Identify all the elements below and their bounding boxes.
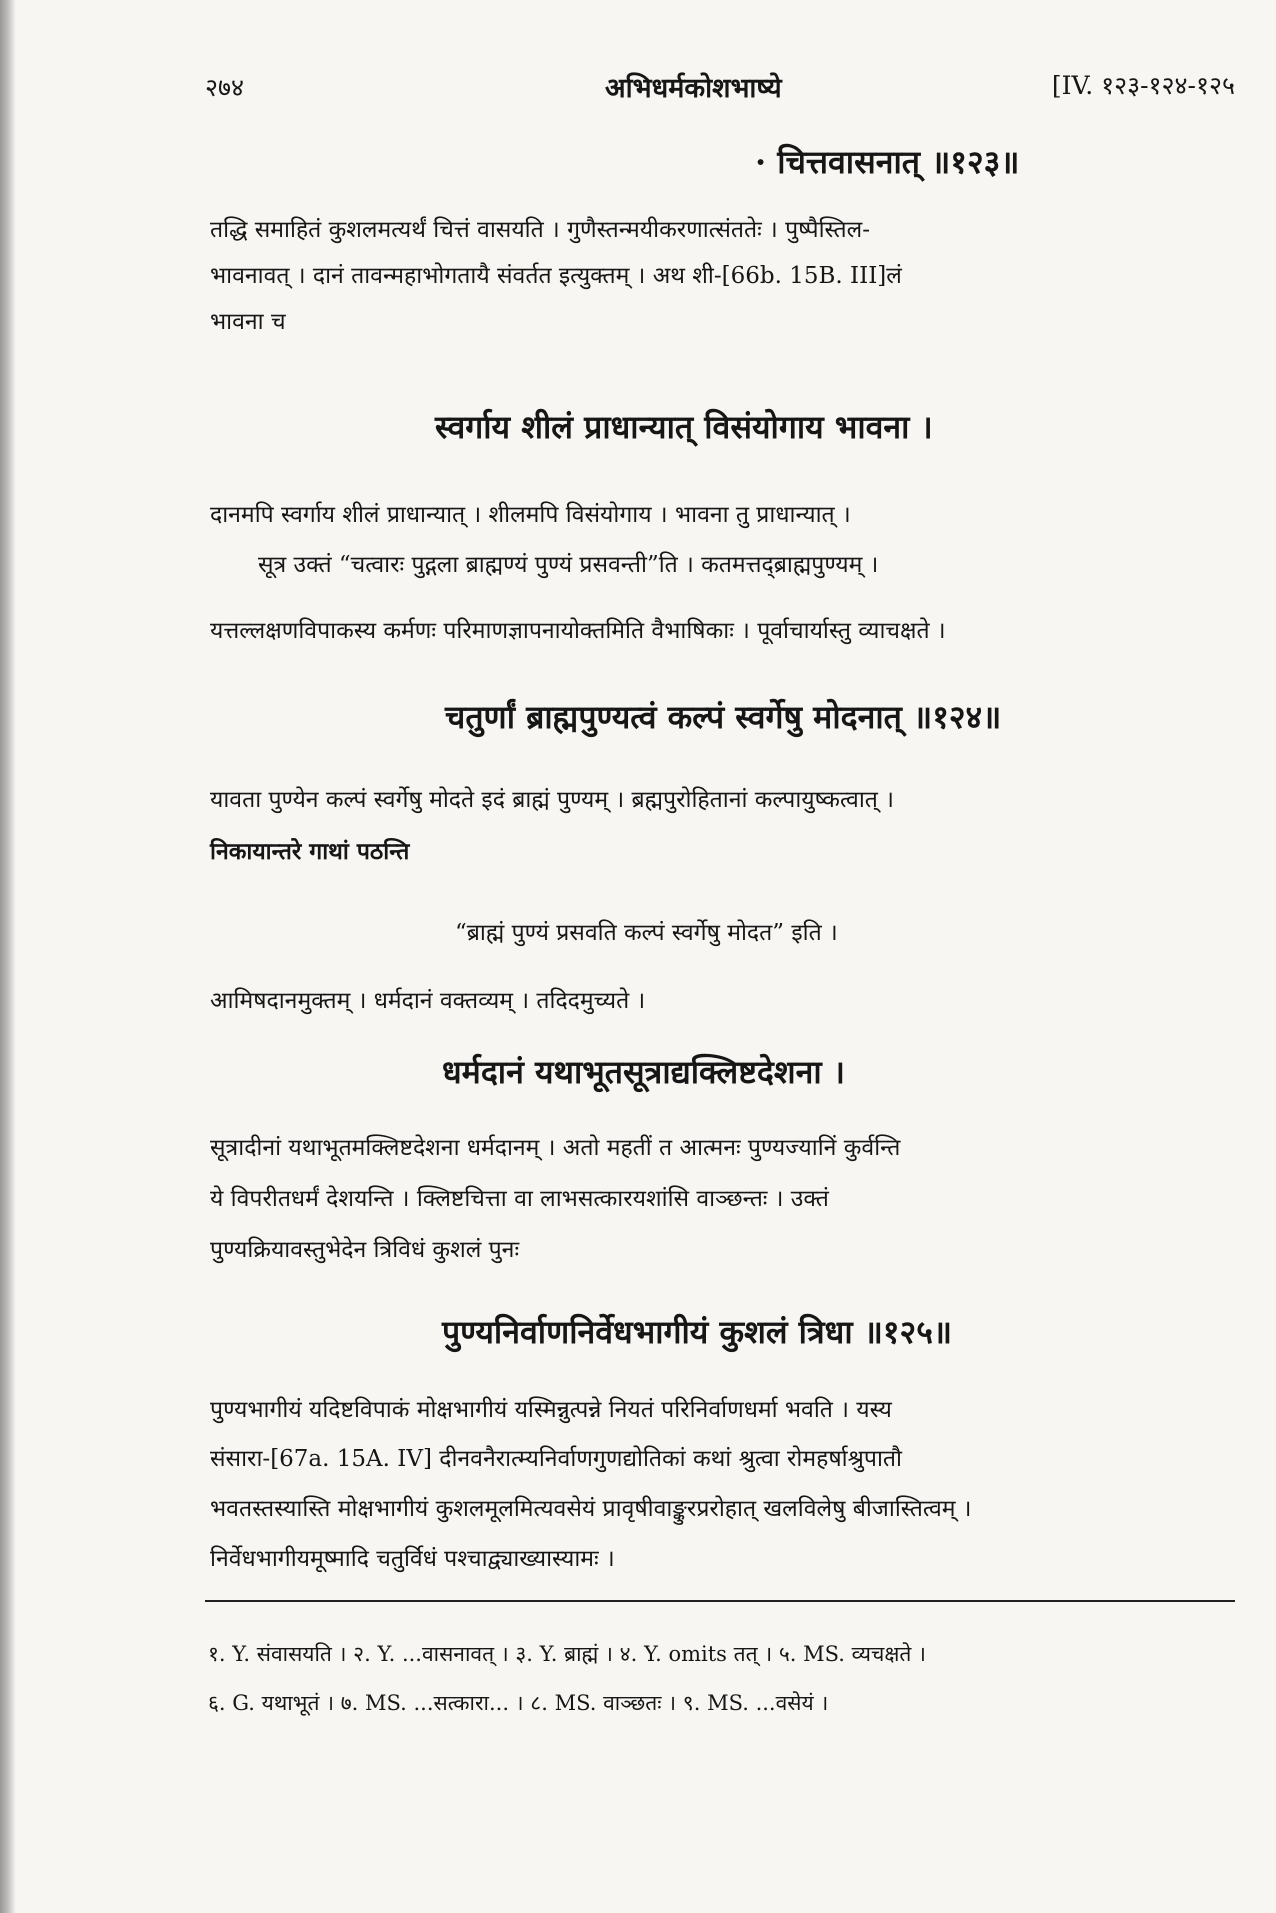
commentary-line: भावना च <box>210 309 286 335</box>
commentary-line: भावनावत् । दानं तावन्महाभोगतायै संवर्तत इत्युक्तम् । अथ शी-[66b. 15B. III]लं <box>210 263 902 289</box>
footnote-line: ६. G. यथाभूतं । ७. MS. ...सत्कारा... । ८. MS. वाञ्छतः । ९. MS. ...वसेयं । <box>208 1691 829 1715</box>
verse-125: पुण्यनिर्वाणनिर्वेधभागीयं कुशलं त्रिधा ॥१२५॥ <box>442 1313 952 1351</box>
commentary-line: सूत्र उक्तं “चत्वारः पुद्गला ब्राह्मण्यं पुण्यं प्रसवन्ती”ति । कतमत्तद्ब्राह्मपुण्यम् । <box>258 552 879 578</box>
commentary-line: तद्धि समाहितं कुशलमत्यर्थं चित्तं वासयति । गुणैस्तन्मयीकरणात्संततेः । पुष्पैस्तिल- <box>210 217 870 243</box>
commentary-line: पुण्यभागीयं यदिष्टविपाकं मोक्षभागीयं यस्मिन्नुत्पन्ने नियतं परिनिर्वाणधर्मा भवति । यस्य <box>210 1397 892 1423</box>
footnote-divider <box>205 1600 1235 1602</box>
verse-124: चतुर्णां ब्राह्मपुण्यत्वं कल्पं स्वर्गेषु मोदनात् ॥१२४॥ <box>445 698 1002 736</box>
commentary-line: सूत्रादीनां यथाभूतमक्लिष्टदेशना धर्मदानम् । अतो महतीं त आत्मनः पुण्यज्यानिं कुर्वन्ति <box>210 1135 901 1161</box>
commentary-line: निर्वेधभागीयमूष्मादि चतुर्विधं पश्चाद्व्याख्यास्यामः । <box>210 1546 615 1572</box>
section-reference: [IV. १२३-१२४-१२५ <box>1051 71 1235 100</box>
verse-dharmadana: धर्मदानं यथाभूतसूत्राद्यक्लिष्टदेशना । <box>442 1053 845 1091</box>
verse-svargaya: स्वर्गाय शीलं प्राधान्यात् विसंयोगाय भावना । <box>435 408 933 446</box>
quoted-verse: “ब्राह्मं पुण्यं प्रसवति कल्पं स्वर्गेषु मोदत” इति । <box>455 920 838 946</box>
running-title: अभिधर्मकोशभाष्ये <box>605 73 782 104</box>
page-number: २७४ <box>205 73 245 102</box>
commentary-line: यत्तल्लक्षणविपाकस्य कर्मणः परिमाणज्ञापनायोक्तमिति वैभाषिकाः । पूर्वाचार्यास्तु व्याचक्षते । <box>210 618 946 644</box>
commentary-line: निकायान्तरे गाथां पठन्ति <box>210 838 410 865</box>
commentary-line: दानमपि स्वर्गाय शीलं प्राधान्यात् । शीलमपि विसंयोगाय । भावना तु प्राधान्यात् । <box>210 502 851 528</box>
commentary-line: संसारा-[67a. 15A. IV] दीनवनैरात्म्यनिर्वाणगुणद्योतिकां कथां श्रुत्वा रोमहर्षाश्रुपातौ <box>210 1446 902 1472</box>
commentary-line: यावता पुण्येन कल्पं स्वर्गेषु मोदते इदं ब्राह्मं पुण्यम् । ब्रह्मपुरोहितानां कल्पायुष्कत्वात् । <box>210 787 894 813</box>
verse-123: · चित्तवासनात् ॥१२३॥ <box>755 143 1020 181</box>
footnote-line: १. Y. संवासयति । २. Y. ...वासनावत् । ३. Y. ब्राह्मं । ४. Y. omits तत् । ५. MS. व्यचक्षते । <box>208 1642 926 1666</box>
commentary-line: ये विपरीतधर्मं देशयन्ति । क्लिष्टचित्ता वा लाभसत्कारयशांसि वाञ्छन्तः । उक्तं <box>210 1186 829 1212</box>
commentary-line: भवतस्तस्यास्ति मोक्षभागीयं कुशलमूलमित्यवसेयं प्रावृषीवाङ्कुरप्ररोहात् खलविलेषु बीजास्तित्वम् । <box>210 1496 972 1522</box>
page-header <box>205 62 1235 112</box>
commentary-line: आमिषदानमुक्तम् । धर्मदानं वक्तव्यम् । तदिदमुच्यते । <box>210 988 646 1014</box>
commentary-line: पुण्यक्रियावस्तुभेदेन त्रिविधं कुशलं पुनः <box>210 1237 520 1263</box>
